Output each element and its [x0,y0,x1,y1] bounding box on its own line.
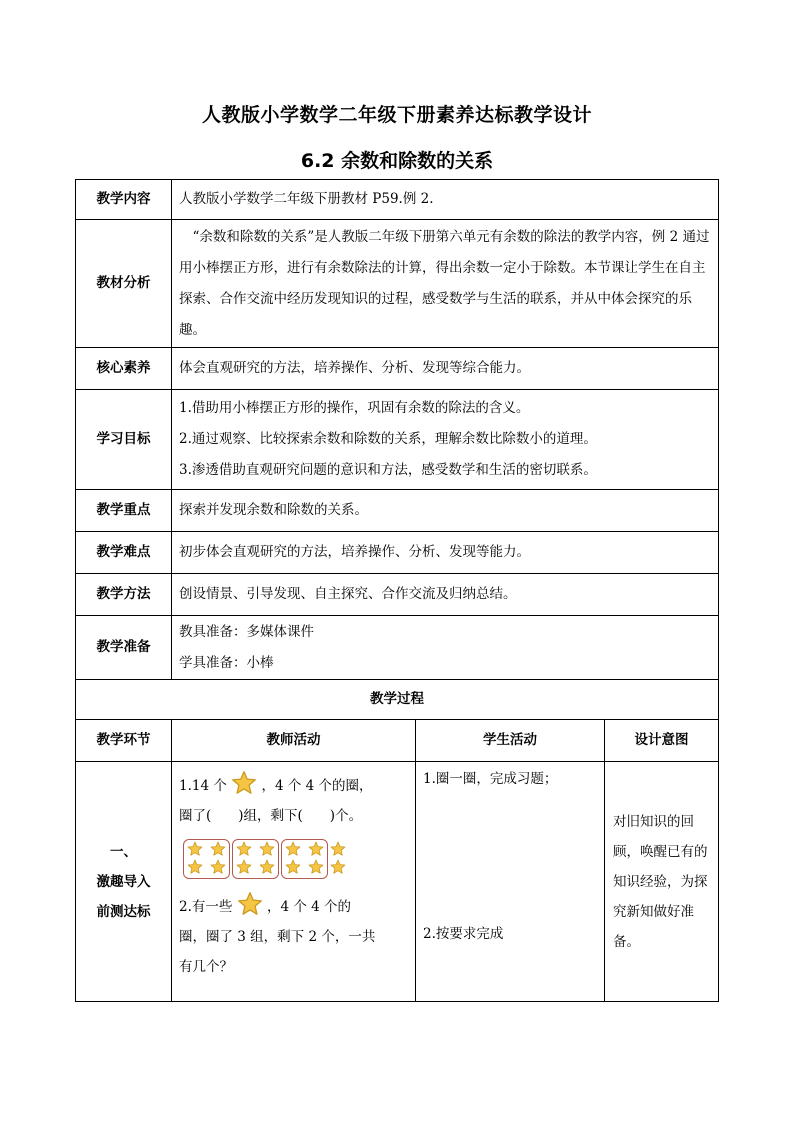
column-header-intent: 设计意图 [605,720,719,762]
stage-title-line: 前测达标 [96,903,151,920]
preparation-list [172,616,719,680]
objectives-list [172,390,719,490]
row-preparation [76,616,719,680]
star-icon [308,859,324,875]
star-icon [330,859,346,875]
row-label: 教学重点 [76,490,172,532]
student-step: 1.圈一圈，完成习题； [423,771,558,787]
row-label: 教学难点 [76,532,172,574]
star-icon [231,770,257,796]
row-text: 创设情景、引导发现、自主探究、合作交流及归纳总结。 [172,574,719,616]
design-intent-cell: 对旧知识的回顾，唤醒已有的知识经验，为探究新知做好准备。 [605,762,719,1002]
row-material-analysis [76,220,719,348]
row-label: 学习目标 [76,390,172,490]
list-item: 3.渗透借助直观研究问题的意识和方法，感受数学和生活的密切联系。 [179,462,597,478]
column-header-stage: 教学环节 [76,720,172,762]
list-item: 学具准备：小棒 [179,654,274,671]
row-text: “余数和除数的关系”是人教版二年级下册第六单元有余数的除法的教学内容，例 2 通过用小棒摆正方形，进行有余数除法的计算，得出余数一定小于除数。本节课让学生在自主探索、合作交流中经历发现知识的过程，感受数学与生活的联系，并从中体会探究的乐趣。 [172,220,719,348]
star-icon [330,841,346,857]
row-label: 教学内容 [76,180,172,220]
lesson-plan-table [75,179,719,1002]
student-activity-cell [416,762,605,1002]
row-process-heading [76,680,719,720]
row-key-points [76,490,719,532]
row-label: 教材分析 [76,220,172,348]
question-text: ，4 个 4 个的圈， [261,778,373,794]
row-text: 人教版小学数学二年级下册教材 P59.例 2. [172,180,719,220]
row-teaching-methods [76,574,719,616]
star-icon [285,841,301,857]
star-icon [259,841,275,857]
row-difficult-points [76,532,719,574]
row-core-literacy [76,348,719,390]
question-text: ，4 个 4 个的 [266,899,352,915]
row-text: 初步体会直观研究的方法，培养操作、分析、发现等能力。 [172,532,719,574]
list-item: 2.通过观察、比较探索余数和除数的关系，理解余数比除数小的道理。 [179,431,597,447]
row-label: 核心素养 [76,348,172,390]
star-icon [187,859,203,875]
row-stage-one [76,762,719,1002]
list-item: 1.借助用小棒摆正方形的操作，巩固有余数的除法的含义。 [179,400,530,416]
row-label: 教学准备 [76,616,172,680]
document-title: 人教版小学数学二年级下册素养达标教学设计 [201,104,592,126]
star-icon [187,841,203,857]
list-item: 教具准备：多媒体课件 [179,623,314,640]
remaining-stars [330,841,346,877]
row-text: 探索并发现余数和除数的关系。 [172,490,719,532]
question-two [179,891,408,922]
question-one [179,770,408,801]
row-process-columns [76,720,719,762]
row-text: 体会直观研究的方法，培养操作、分析、发现等综合能力。 [172,348,719,390]
stage-cell [76,762,172,1002]
star-group [281,839,328,879]
star-group [232,839,279,879]
question-text: 2.有一些 [179,899,233,915]
question-text: 圈了( )组，剩下( )个。 [179,808,363,824]
question-text: 1.14 个 [179,778,227,794]
column-header-student: 学生活动 [416,720,605,762]
star-icon [210,859,226,875]
teacher-activity-cell [172,762,416,1002]
star-group [183,839,230,879]
row-teaching-content [76,180,719,220]
star-icon [236,841,252,857]
star-icon [285,859,301,875]
row-label: 教学方法 [76,574,172,616]
question-text: 有几个？ [179,959,233,975]
row-learning-objectives [76,390,719,490]
star-icon [259,859,275,875]
star-groups [183,839,408,881]
stage-number: 一、 [110,843,137,860]
column-header-teacher: 教师活动 [172,720,416,762]
question-text: 圈，圈了 3 组，剩下 2 个，一共 [179,929,376,945]
star-icon [210,841,226,857]
document-subtitle: 6.2 余数和除数的关系 [300,150,494,172]
student-step: 2.按要求完成 [423,926,504,942]
star-icon [237,891,263,917]
star-icon [308,841,324,857]
star-icon [236,859,252,875]
stage-title-line: 激趣导入 [96,873,151,890]
process-heading: 教学过程 [76,680,719,720]
